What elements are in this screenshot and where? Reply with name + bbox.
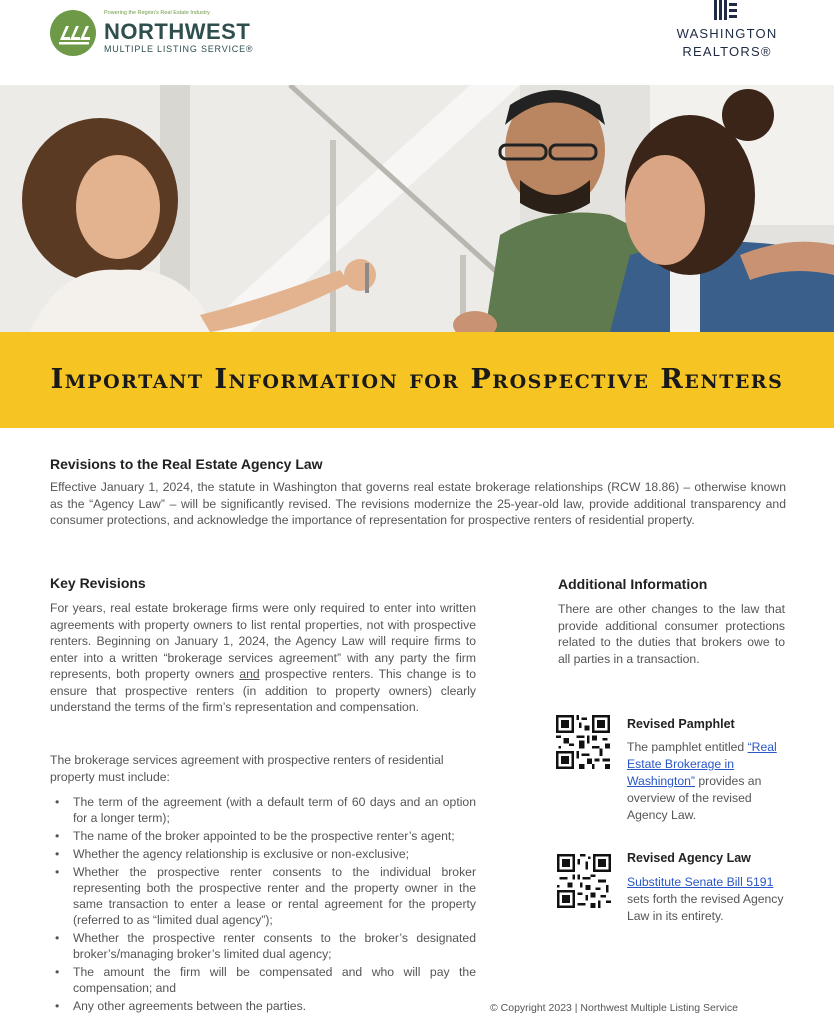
- key-text-after: prospective renters. This change is to ensure that prospective renters (in addition to property owners) clearly understand the terms of the firm’s representation and compensation.: [50, 667, 477, 714]
- intro-heading: Revisions to the Real Estate Agency Law: [50, 456, 323, 472]
- page-title: Important Information for Prospective Renters: [50, 364, 784, 395]
- agreement-intro-text: The brokerage services agreement with prospective renters of residential property must include:: [50, 753, 444, 784]
- key-revisions-text: [50, 600, 476, 716]
- revised-pamphlet-title: Revised Pamphlet: [627, 717, 735, 731]
- nwmls-subname: MULTIPLE LISTING SERVICE®: [104, 44, 254, 54]
- hero-photo: [0, 85, 834, 332]
- nwmls-tagline: Powering the Region's Real Estate Industry: [104, 10, 210, 16]
- intro-text: Effective January 1, 2024, the statute in Washington that governs real estate brokerage relationships (RCW 18.86) – otherwise known as the “Agency Law” – will be significantly revised. The revisions modernize the 25-year-old law, provide additional transparency and consumer protections, and acknowledge the importance of representation for prospective renters of residential property.: [50, 480, 786, 527]
- list-item: • The amount the firm will be compensated and who will pay the compensation; and: [55, 965, 476, 995]
- requirements-list: [50, 794, 476, 1016]
- nwmls-logo-icon: [50, 10, 96, 56]
- revised-agency-law-title: Revised Agency Law: [627, 851, 751, 865]
- list-item: • Whether the prospective renter consents to the broker’s designated broker’s/managing broker’s limited dual agency;: [55, 931, 476, 961]
- wr-line2: REALTORS®: [682, 44, 772, 59]
- pamphlet-link[interactable]: “Real Estate Brokerage in Washington”: [627, 740, 777, 788]
- pamphlet-qr-code-icon[interactable]: [556, 715, 610, 769]
- list-item: • Whether the prospective renter consents to the individual broker representing both the prospective renter and the property owner in the same transaction to enter a lease or rental agreement for the property (referred to as “limited dual agency”);: [55, 865, 476, 927]
- key-text-before: For years, real estate brokerage firms were only required to enter into written agreements with property owners to list rental properties, not with prospective renters. Beginning on January 1, 2024, the Agency Law will require firms to enter into a written “brokerage services agreement” with any party the firm represents, both property owners: [50, 601, 476, 681]
- additional-info-heading: Additional Information: [558, 576, 708, 592]
- realtor-mark-icon: [714, 0, 740, 20]
- senate-bill-link[interactable]: Substitute Senate Bill 5191: [627, 875, 774, 889]
- title-banner: [0, 332, 834, 428]
- list-item: • The name of the broker appointed to be the prospective renter’s agent;: [55, 829, 455, 843]
- copyright-footer: © Copyright 2023 | Northwest Multiple Listing Service: [490, 1002, 738, 1014]
- key-revisions-heading: Key Revisions: [50, 575, 146, 591]
- key-text-and: and: [239, 667, 260, 681]
- list-item: • Any other agreements between the parties.: [55, 999, 307, 1013]
- header: [0, 0, 834, 85]
- list-item: • The term of the agreement (with a default term of 60 days and an option for a longer term);: [55, 795, 476, 825]
- revised-pamphlet-text: The pamphlet entitled “Real Estate Brokerage in Washington” provides an overview of the revised Agency Law.: [627, 740, 777, 822]
- additional-info-text: There are other changes to the law that provide additional consumer protections related to the duties that brokers owe to all parties in a transaction.: [558, 602, 785, 666]
- nwmls-name: NORTHWEST: [104, 19, 251, 44]
- nwmls-logo[interactable]: [50, 8, 270, 60]
- wr-line1: WASHINGTON: [676, 26, 778, 41]
- washington-realtors-logo[interactable]: [664, 0, 794, 70]
- revised-agency-law-text: Substitute Senate Bill 5191 sets forth the revised Agency Law in its entirety.: [627, 875, 784, 923]
- agency-law-qr-code-icon[interactable]: [557, 854, 611, 908]
- list-item: • Whether the agency relationship is exclusive or non-exclusive;: [55, 847, 410, 861]
